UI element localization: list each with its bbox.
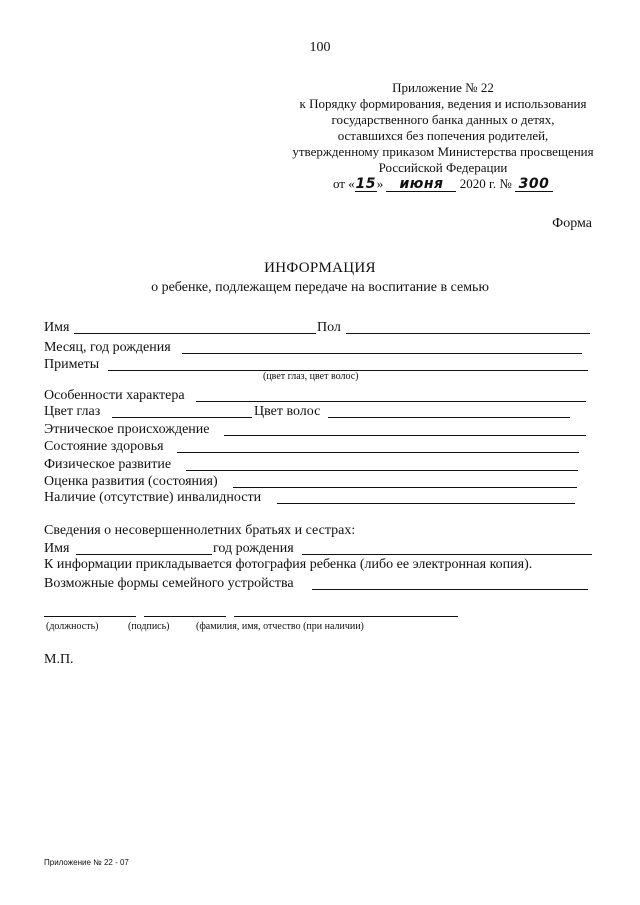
date-mid: » <box>376 176 384 191</box>
character-line[interactable] <box>196 401 586 402</box>
character-label: Особенности характера <box>44 388 185 403</box>
row-character <box>44 387 592 404</box>
appendix-line: оставшихся без попечения родителей, <box>337 128 549 143</box>
position-caption: (должность) <box>46 621 99 632</box>
eye-color-line[interactable] <box>112 417 252 418</box>
row-photo-note <box>44 556 604 573</box>
row-name-sex <box>44 319 592 336</box>
sibling-name-label: Имя <box>44 541 70 556</box>
sibling-birth-year-line[interactable] <box>302 554 592 555</box>
disability-line[interactable] <box>277 503 575 504</box>
order-number: 300 <box>515 177 553 192</box>
appendix-line: к Порядку формирования, ведения и использования <box>299 96 587 111</box>
row-siblings-header <box>44 522 592 539</box>
row-family-forms <box>44 575 592 592</box>
eye-color-label: Цвет глаз <box>44 404 101 419</box>
row-birth-month-year <box>44 339 592 356</box>
physical-development-label: Физическое развитие <box>44 457 172 472</box>
family-forms-label: Возможные формы семейного устройства <box>44 576 294 591</box>
stamp-placeholder: М.П. <box>44 652 74 667</box>
sex-label: Пол <box>317 320 341 335</box>
appendix-header <box>268 80 618 192</box>
footer-code: Приложение № 22 - 07 <box>44 858 129 867</box>
position-line[interactable] <box>44 616 136 617</box>
health-line[interactable] <box>177 452 579 453</box>
appendix-line: государственного банка данных о детях, <box>331 112 555 127</box>
development-assessment-label: Оценка развития (состояния) <box>44 474 218 489</box>
row-disability <box>44 489 592 506</box>
form-label: Форма <box>552 216 592 231</box>
sibling-name-line[interactable] <box>76 554 212 555</box>
date-prefix: от « <box>332 176 355 191</box>
sex-line[interactable] <box>346 333 590 334</box>
family-forms-line[interactable] <box>312 589 588 590</box>
development-assessment-line[interactable] <box>233 487 577 488</box>
row-physical-development <box>44 456 592 473</box>
signature-caption: (подпись) <box>128 621 170 632</box>
physical-development-line[interactable] <box>186 470 578 471</box>
name-label: Имя <box>44 320 70 335</box>
date-year: 2020 г. № <box>459 176 512 191</box>
full-name-line[interactable] <box>234 616 458 617</box>
signature-line[interactable] <box>144 616 226 617</box>
hair-color-line[interactable] <box>328 417 570 418</box>
full-name-caption: (фамилия, имя, отчество (при наличии) <box>196 621 364 632</box>
photo-note: К информации прикладывается фотография ребенка (либо ее электронная копия). <box>44 557 533 572</box>
birth-month-year-label: Месяц, год рождения <box>44 340 171 355</box>
sibling-birth-year-label: год рождения <box>213 541 294 556</box>
hair-color-label: Цвет волос <box>254 404 321 419</box>
row-eye-hair <box>44 403 592 420</box>
features-hint: (цвет глаз, цвет волос) <box>263 371 359 382</box>
appendix-title: Приложение № 22 <box>392 80 494 95</box>
date-day: 15 <box>355 176 376 192</box>
name-line[interactable] <box>74 333 316 334</box>
disability-label: Наличие (отсутствие) инвалидности <box>44 490 262 505</box>
appendix-line: утвержденному приказом Министерства просвещения <box>292 144 594 159</box>
health-label: Состояние здоровья <box>44 439 164 454</box>
birth-month-year-line[interactable] <box>182 353 582 354</box>
row-health <box>44 438 592 455</box>
ethnic-origin-label: Этническое происхождение <box>44 422 210 437</box>
document-subtitle: о ребенке, подлежащем передаче на воспитание в семью <box>151 280 489 295</box>
siblings-header: Сведения о несовершеннолетних братьях и сестрах: <box>44 523 356 538</box>
date-month: июня <box>386 177 456 192</box>
appendix-line: Российской Федерации <box>378 160 508 175</box>
row-ethnic-origin <box>44 421 592 438</box>
ethnic-origin-line[interactable] <box>224 435 586 436</box>
features-label: Приметы <box>44 357 100 372</box>
page-number: 100 <box>309 40 331 55</box>
row-development-assessment <box>44 473 592 490</box>
row-sibling-name-year <box>44 540 600 557</box>
document-title: ИНФОРМАЦИЯ <box>264 260 376 276</box>
appendix-date-line <box>268 176 618 192</box>
